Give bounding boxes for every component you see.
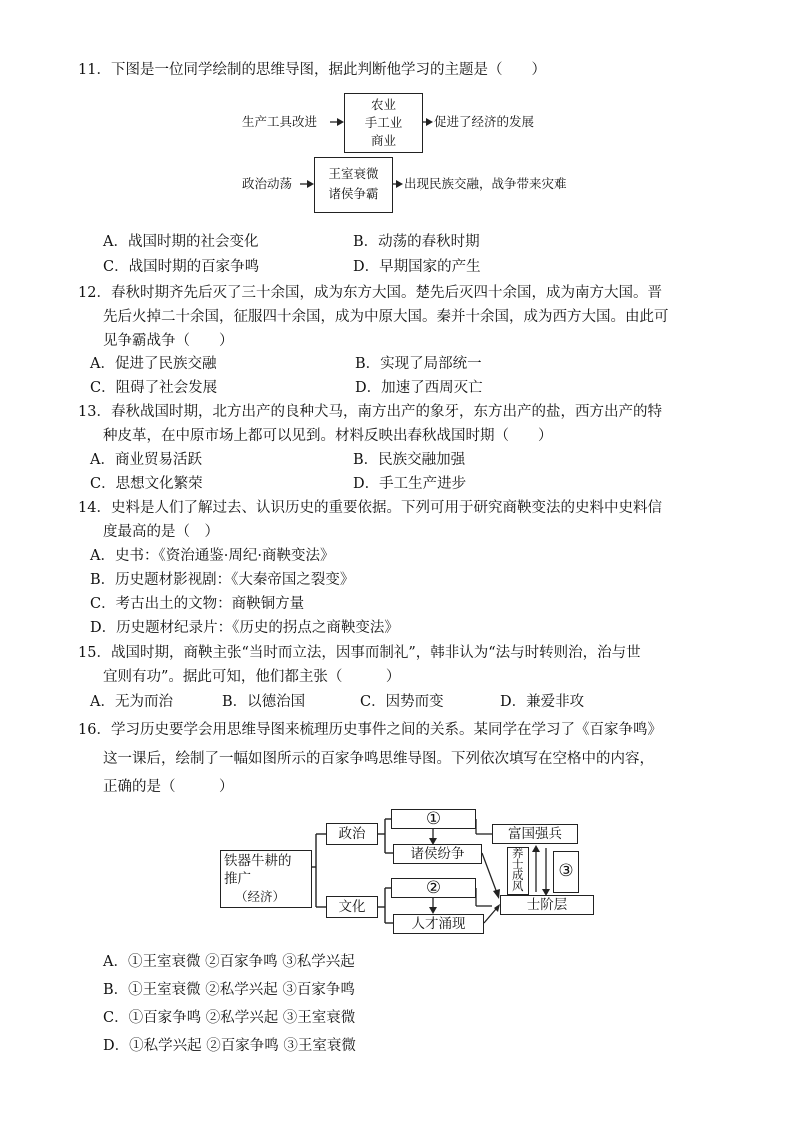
q16-stem-line: 正确的是（ ） — [103, 779, 234, 795]
q13-stem-line: 种皮革，在中原市场上都可以见到。材料反映出春秋战国时期（ ） — [103, 428, 553, 444]
q16-left-box-line: 推广 — [224, 871, 251, 887]
q13-stem-line: 13．春秋战国时期，北方出产的良种犬马，南方出产的象牙，东方出产的盐，西方出产的特 — [78, 404, 662, 420]
q14-option-a: A．史书：《资治通鉴·周纪·商鞅变法》 — [90, 548, 335, 564]
q15-stem-line: 15．战国时期，商鞅主张“当时而立法，因事而制礼”，韩非认为“法与时转则治，治与世 — [78, 645, 641, 661]
q12-option-d: D．加速了西周灭亡 — [355, 380, 483, 396]
q16-economy-note: （经济） — [235, 889, 286, 904]
q12-stem-line: 先后火掉二十余国，征服四十余国，成为中原大国。秦并十余国，成为西方大国。由此可 — [103, 309, 669, 325]
q14-stem-line: 度最高的是（ ） — [103, 524, 219, 540]
q15-option-b: B．以德治国 — [222, 694, 306, 710]
q11-option-a: A．战国时期的社会变化 — [103, 234, 259, 250]
q16-option-c: C．①百家争鸣 ②私学兴起 ③王室衰微 — [103, 1010, 356, 1026]
q13-option-b: B．民族交融加强 — [353, 452, 466, 468]
q15-option-d: D．兼爱非攻 — [500, 694, 585, 710]
q16-blank3-marker: ③ — [558, 861, 574, 881]
q16-yangshi-char: 士 — [512, 857, 524, 871]
q16-shijieceng-label: 士阶层 — [526, 897, 568, 913]
q11-stem: 11．下图是一位同学绘制的思维导图，据此判断他学习的主题是（ ） — [78, 62, 546, 78]
q16-shijieceng-box — [500, 895, 594, 915]
q12-stem-line: 见争霸战争（ ） — [103, 333, 234, 349]
q16-option-a: A．①王室衰微 ②百家争鸣 ③私学兴起 — [103, 954, 355, 970]
q16-blank1-box — [391, 809, 476, 829]
q11-row1-left: 生产工具改进 — [242, 114, 318, 129]
q11-box-line: 诸侯争霸 — [328, 186, 379, 201]
q16-culture-label: 文化 — [338, 899, 366, 915]
q15-option-c: C．因势而变 — [360, 694, 444, 710]
q16-fuguo-label: 富国强兵 — [508, 826, 562, 842]
q16-yangshi-char: 养 — [512, 846, 524, 860]
q12-option-c: C．阻碍了社会发展 — [90, 380, 218, 396]
q12-stem-line: 12．春秋时期齐先后灭了三十余国，成为东方大国。楚先后灭四十余国，成为南方大国。晋 — [78, 285, 662, 301]
q16-stem-line: 16．学习历史要学会用思维导图来梳理历史事件之间的关系。某同学在学习了《百家争鸣》 — [78, 722, 662, 738]
q13-option-d: D．手工生产进步 — [353, 476, 467, 492]
q16-politics-box — [326, 823, 378, 845]
q16-left-box — [220, 850, 312, 908]
q15-option-a: A．无为而治 — [90, 694, 173, 710]
q14-option-c: C．考古出土的文物：商鞅铜方量 — [90, 596, 305, 612]
q11-box-line: 王室衰微 — [328, 166, 379, 181]
q12-option-b: B．实现了局部统一 — [355, 356, 482, 372]
q16-option-d: D．①私学兴起 ②百家争鸣 ③王室衰微 — [103, 1038, 356, 1054]
q16-blank1-marker: ① — [425, 809, 442, 829]
q16-zhuhou-label: 诸侯纷争 — [410, 846, 465, 862]
q16-yangshi-char: 成 — [512, 868, 524, 882]
q11-box-line: 商业 — [370, 133, 396, 148]
q12-option-a: A．促进了民族交融 — [90, 356, 217, 372]
q16-yangshi-char: 风 — [512, 879, 524, 893]
q14-option-d: D．历史题材纪录片：《历史的拐点之商鞅变法》 — [90, 620, 399, 636]
q16-rencai-box — [393, 914, 484, 934]
q14-option-b: B．历史题材影视剧：《大秦帝国之裂变》 — [90, 572, 355, 588]
q13-option-a: A．商业贸易活跃 — [90, 452, 202, 468]
q16-blank2-marker: ② — [425, 878, 442, 898]
q11-option-c: C．战国时期的百家争鸣 — [103, 259, 260, 275]
q16-option-b: B．①王室衰微 ②私学兴起 ③百家争鸣 — [103, 982, 355, 998]
q16-rencai-label: 人才涌现 — [411, 916, 466, 932]
q16-politics-label: 政治 — [338, 826, 366, 842]
q11-box-line: 农业 — [370, 97, 396, 112]
q16-culture-box — [326, 896, 378, 918]
q14-stem-line: 14．史料是人们了解过去、认识历史的重要依据。下列可用于研究商鞅变法的史料中史料信 — [78, 500, 662, 516]
q16-blank3-box — [553, 851, 579, 893]
q15-stem-line: 宜则有功”。据此可知，他们都主张（ ） — [103, 669, 401, 685]
q16-stem-line: 这一课后，绘制了一幅如图所示的百家争鸣思维导图。下列依次填写在空格中的内容， — [103, 751, 654, 767]
q16-fuguo-box — [492, 824, 578, 844]
q13-option-c: C．思想文化繁荣 — [90, 476, 203, 492]
q11-row2-right: 出现民族交融，战争带来灾难 — [404, 176, 567, 191]
q16-yangshi-box — [507, 847, 529, 895]
q16-blank2-box — [391, 878, 476, 898]
q11-box-line: 手工业 — [364, 115, 403, 130]
q11-row1-right: 促进了经济的发展 — [434, 114, 535, 129]
q11-option-b: B．动荡的春秋时期 — [353, 234, 480, 250]
q11-option-d: D．早期国家的产生 — [353, 259, 481, 275]
q11-row2-left: 政治动荡 — [242, 176, 293, 191]
q16-zhuhou-box — [393, 844, 482, 864]
q16-left-box-line: 铁器牛耕的 — [224, 853, 292, 869]
